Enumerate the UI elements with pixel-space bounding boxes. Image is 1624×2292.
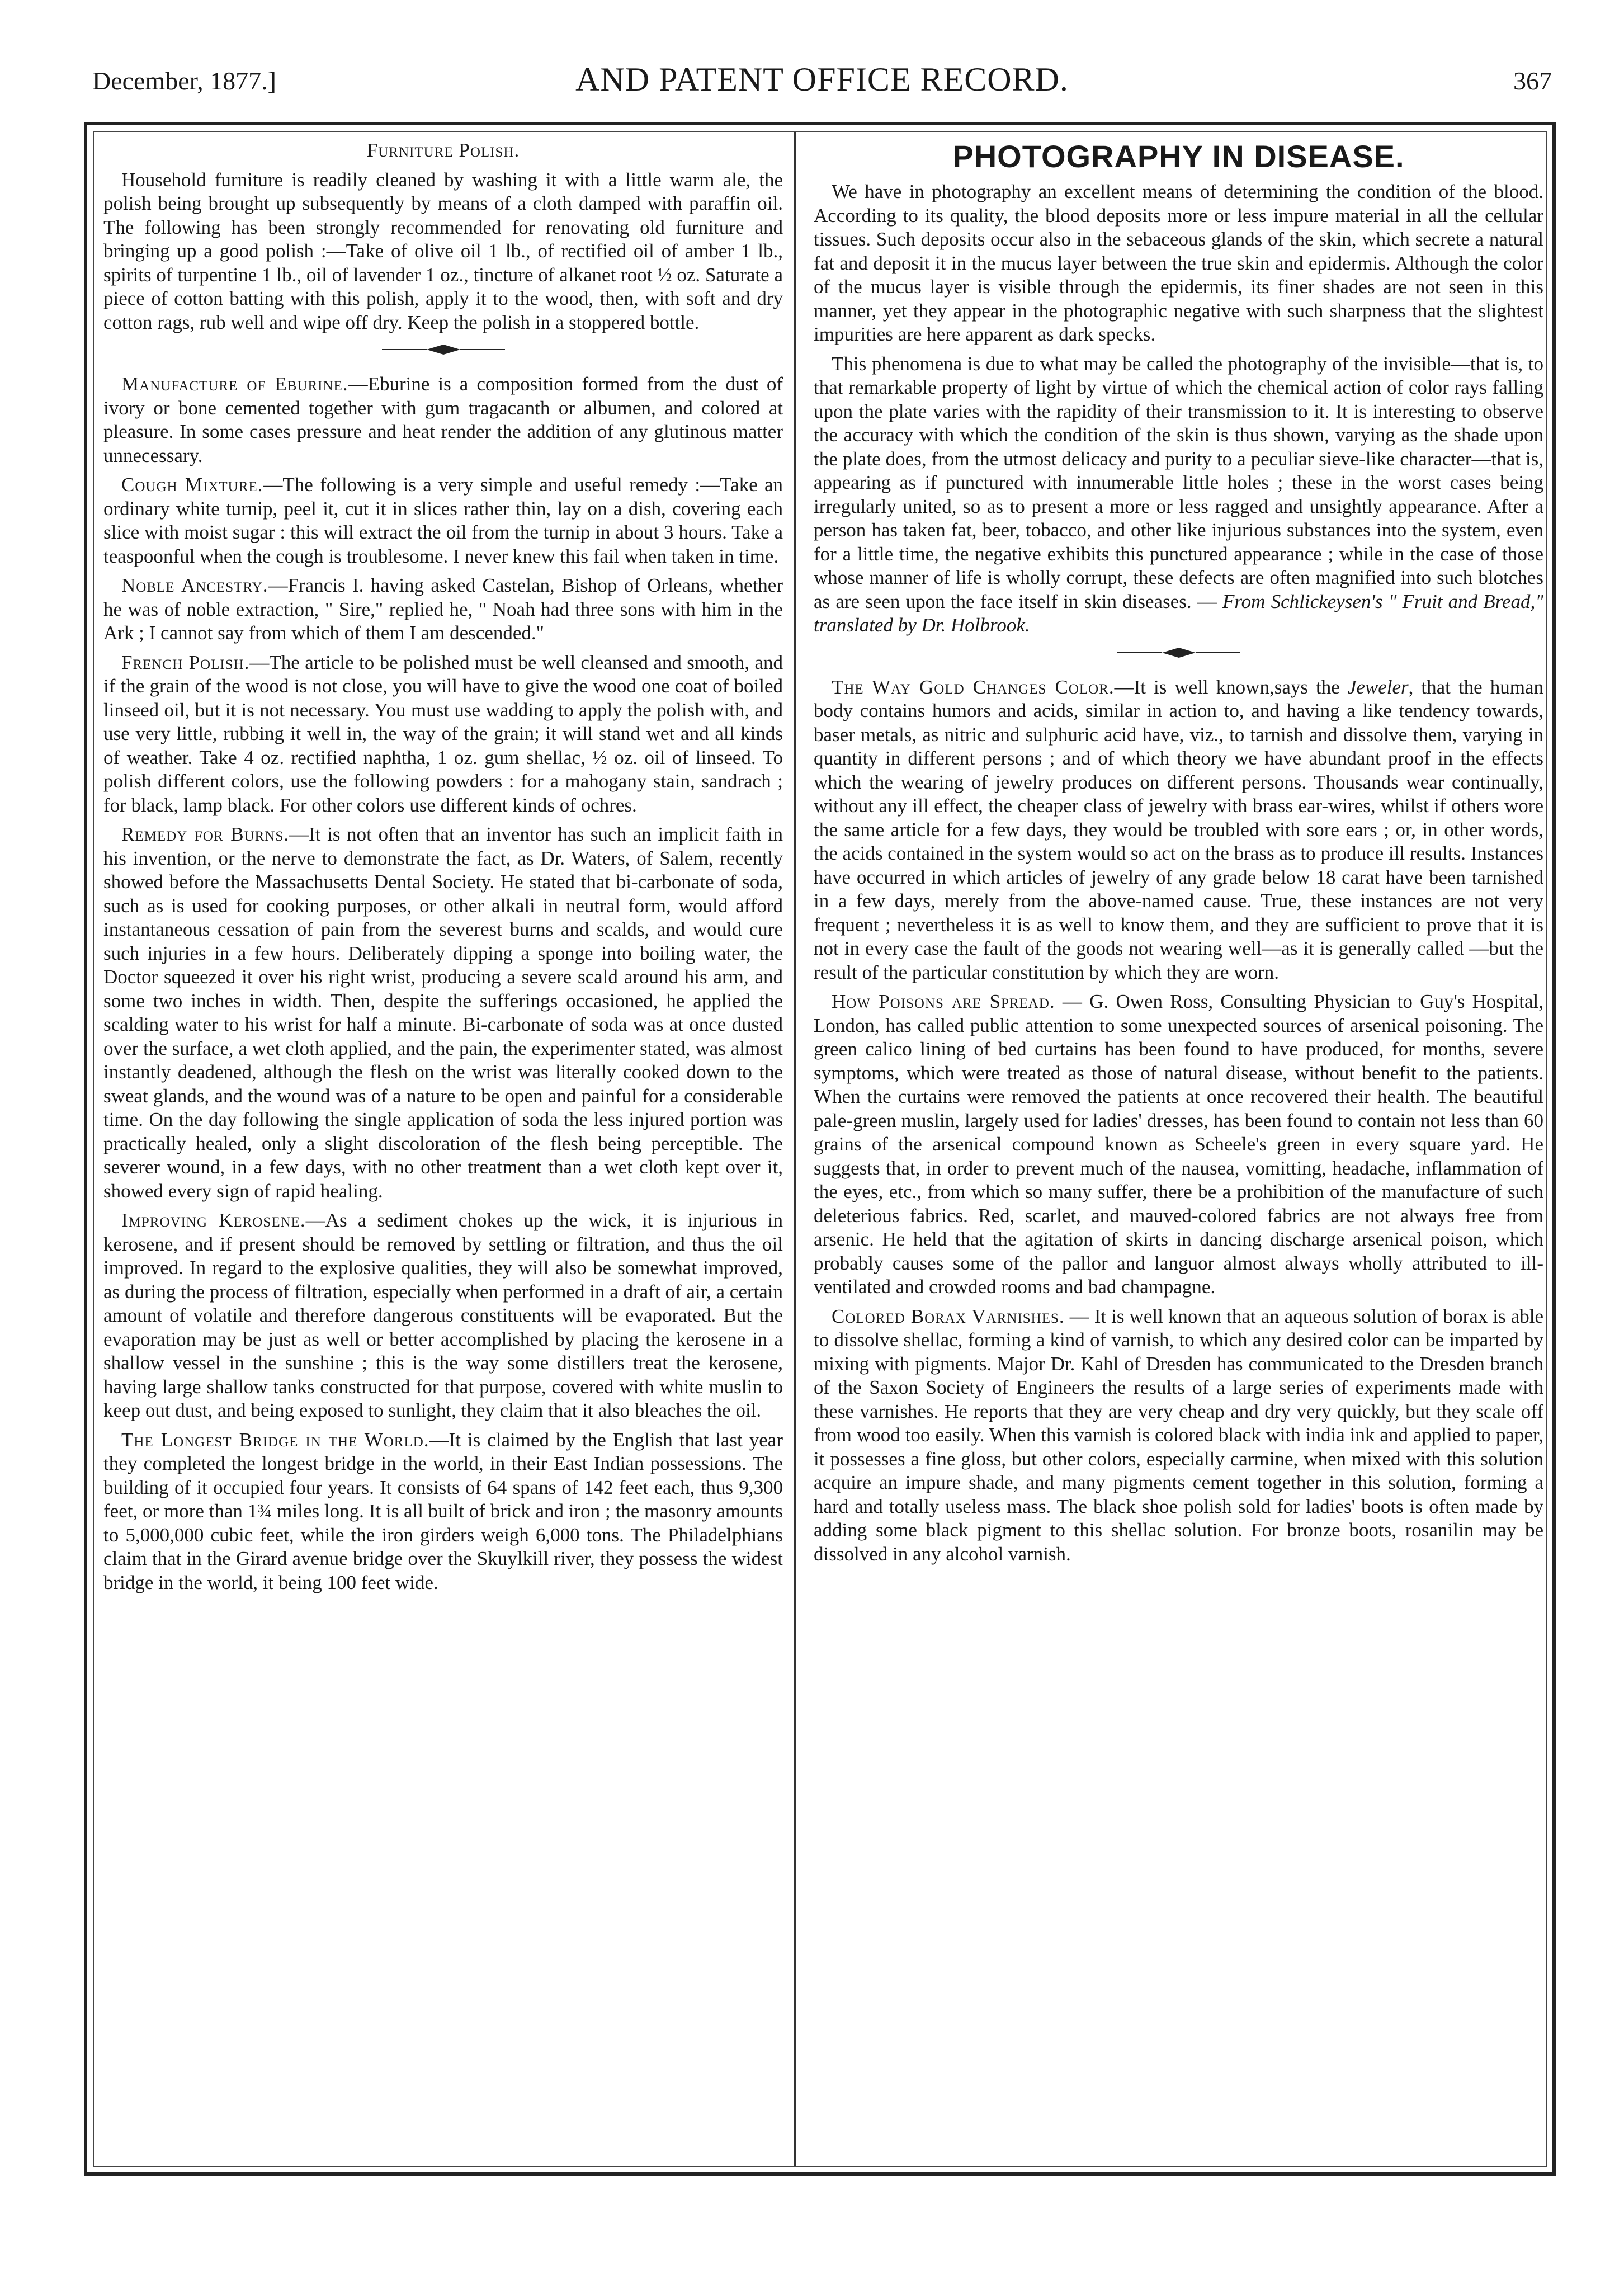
left-column xyxy=(103,139,783,1600)
page-header xyxy=(92,60,1552,105)
improving-kerosene-article: Improving Kerosene.—As a sediment chokes up the wick, it is injurious in kerosene, and if present should be removed by settling or filtration, and thus the oil improved. In regard to the explosive qualities, they will also be somewhat improved, as during the process of filtration, especially when performed in a draft of air, a certain amount of volatile and therefore dangerous constituents will be evaporated. But the evaporation may be just as well or better accomplished by placing the kerosene in a shallow vessel in the sunshine ; this is the way some distillers treat the kerosene, having large shallow tanks constructed for that purpose, covered with white muslin to keep out dust, and being exposed to sunlight, they claim that it also bleaches the oil. xyxy=(103,1209,783,1421)
ornament-divider-icon xyxy=(103,340,783,361)
right-column xyxy=(814,139,1543,1572)
photography-paragraph-2: This phenomena is due to what may be called the photography of the invisible—that is, to that remarkable property of light by virtue of which the chemical action of color rays falling upon the plate varies with the rapidity of their transmission to it. It is interesting to observe the accuracy with which the condition of the skin is thus shown, varying as the shade upon the plate does, from the utmost delicacy and purity to a peculiar sieve-like character—that is, appearing as if punctured with innumerable little holes ; these in the worst cases being irregularly united, so as to present a more or less ragged and unsightly appearance. After a person has taken fat, beer, tobacco, and other like injurious substances into the system, even for a little time, the negative exhibits this punctured appearance ; while in the case of those whose manner of life is wholly corrupt, these defects are often magnified into such blotches as are seen upon the face itself in skin diseases. — From Schlickeysen's " Fruit and Bread," translated by Dr. Holbrook. xyxy=(814,352,1543,636)
cough-mixture-article: Cough Mixture.—The following is a very simple and useful remedy :—Take an ordinary white turnip, peel it, cut it in slices rather thin, lay on a dish, covering each slice with moist sugar : this will extract the oil from the turnip in about 3 hours. Take a teaspoonful when the cough is troublesome. I never knew this fail when taken in time. xyxy=(103,474,783,567)
furniture-polish-heading: Furniture Polish. xyxy=(366,139,520,161)
photography-heading: PHOTOGRAPHY IN DISEASE. xyxy=(952,139,1405,174)
gold-color-article: The Way Gold Changes Color.—It is well known,says the Jeweler, that the human body contains humors and acids, similar in action to, and having a like tendency towards, baser metals, as nitric and sulphuric acid have, viz., to tarnish and dissolve them, varying in quantity in different persons ; and of which theory we have abundant proof in the effects which the wearing of jewelry produces on different persons. Thousands wear continually, without any ill effect, the cheaper class of jewelry with brass ear-wires, whilst if others wore the same article for a few days, they would be troubled with sore ears ; or, in other words, the acids contained in the system would so act on the brass as to produce ill results. Instances have occurred in which articles of jewelry of any grade below 18 carat have been tarnished in a few days, merely from the above-named cause. True, these instances are not very frequent ; nevertheless it is as well to know them, and they are sufficient to prove that it is not in every case the fault of the goods not wearing well—as it is generally called —but the result of the particular constitution by which they are worn. xyxy=(814,676,1543,983)
borax-varnishes-article: Colored Borax Varnishes. — It is well known that an aqueous solution of borax is able to dissolve shellac, forming a kind of varnish, to which any desired color can be imparted by mixing with pigments. Major Dr. Kahl of Dresden has communicated to the Dresden branch of the Saxon Society of Engineers the results of a large series of experiments made with these varnishes. He reports that they are very cheap and dry very quickly, but they scale off from wood too easily. When this varnish is colored black with india ink and applied to paper, it possesses a fine gloss, but other colors, especially carmine, when mixed with this solution acquire an impure shade, and many pigments cement together in this solution, forming a hard and totally useless mass. The black shoe polish sold for ladies' boots is often made by adding some black pigment to this shellac solution. For bronze boots, rosanilin may be dissolved in any alcohol varnish. xyxy=(814,1305,1543,1565)
page-number: 367 xyxy=(1513,67,1552,95)
photography-source: From Schlickeysen's " Fruit and Bread," translated by Dr. Holbrook. xyxy=(814,590,1543,636)
photography-paragraph-1: We have in photography an excellent means of determining the condition of the blood. According to its quality, the blood deposits more or less impure material in all the cellular tissues. Such deposits occur also in the sebaceous glands of the skin, which secrete a natural fat and deposit it in the mucus layer between the true skin and epidermis. Although the color of the mucus layer is visible through the epidermis, its finer shades are not seen in this manner, yet they appear in the photographic negative with such sharpness that the slightest impurities are here apparent as dark specks. xyxy=(814,181,1543,345)
issue-date: December, 1877.] xyxy=(92,67,276,95)
french-polish-article: French Polish.—The article to be polished must be well cleansed and smooth, and if the grain of the wood is not close, you will have to give the wood one coat of boiled linseed oil, but it is not necessary. You must use wadding to apply the polish with, and use very little, rubbing it well in, the way of the grain; it will stand wet and all kinds of weather. Take 4 oz. rectified naphtha, 1 oz. gum shellac, ½ oz. oil of linseed. To polish different colors, use the following powders : for a mahogany stain, sandrach ; for black, lamp black. For other colors use different kinds of ochres. xyxy=(103,651,783,816)
remedy-burns-article: Remedy for Burns.—It is not often that an inventor has such an implicit faith in his invention, or the nerve to demonstrate the fact, as Dr. Waters, of Salem, recently showed before the Massachusetts Dental Society. He stated that bi-carbonate of soda, such as is used for cooking purposes, or other alkali in neutral form, would afford instantaneous cessation of pain from the severest burns and scalds, and would cure such injuries in a few hours. Deliberately dipping a sponge into boiling water, the Doctor squeezed it over his right wrist, producing a severe scald around his arm, and some two inches in width. Then, despite the sufferings occasioned, he applied the scalding water to his wrist for half a minute. Bi-carbonate of soda was at once dusted over the surface, a wet cloth applied, and the pain, the experimenter stated, was almost instantly deadened, although the flesh on the wrist was literally cooked down to the sweat glands, and the wound was of a nature to be open and painful for a considerable time. On the day following the single application of soda the less injured portion was practically healed, only a slight discoloration of the flesh being perceptible. The severer wound, in a few days, with no other treatment than a wet cloth kept over it, showed every sign of rapid healing. xyxy=(103,823,783,1202)
column-divider xyxy=(794,132,796,2166)
longest-bridge-article: The Longest Bridge in the World.—It is claimed by the English that last year they completed the longest bridge in the world, in their East Indian possessions. The building of it occupied four years. It consists of 64 spans of 142 feet each, thus 9,300 feet, or more than 1¾ miles long. It is all built of brick and iron ; the masonry amounts to 5,000,000 cubic feet, while the iron girders weigh 6,000 tons. The Philadelphians claim that in the Girard avenue bridge over the Skuylkill river, they possess the widest bridge in the world, it being 100 feet wide. xyxy=(103,1428,783,1593)
running-title: AND PATENT OFFICE RECORD. xyxy=(575,61,1069,98)
eburine-article: Manufacture of Eburine.—Eburine is a composition formed from the dust of ivory or bone cemented together with gum tragacanth or albumen, and colored at pleasure. In some cases pressure and heat render the addition of any glutinous matter unnecessary. xyxy=(103,373,783,466)
furniture-polish-text: Household furniture is readily cleaned by washing it with a little warm ale, the polish being brought up subsequently by means of a cloth damped with paraffin oil. The following has been strongly recommended for renovating old furniture and bringing up a good polish :—Take of olive oil 1 lb., of rectified oil of amber 1 lb., spirits of turpentine 1 lb., oil of lavender 1 oz., tincture of alkanet root ½ oz. Saturate a piece of cotton batting with this polish, apply it to the wood, then, with soft and dry cotton rags, rub well and wipe off dry. Keep the polish in a stoppered bottle. xyxy=(103,168,783,333)
noble-ancestry-article: Noble Ancestry.—Francis I. having asked Castelan, Bishop of Orleans, whether he was of noble extraction, " Sire," replied he, " Noah had three sons with him in the Ark ; I cannot say from which of them I am descended." xyxy=(103,574,783,644)
ornament-divider-icon xyxy=(814,643,1543,664)
poisons-article: How Poisons are Spread. — G. Owen Ross, Consulting Physician to Guy's Hospital, London, has called public attention to some unexpected sources of arsenical poisoning. The green calico lining of bed curtains has been found to have produced, for months, severe symptoms, which were treated as those of natural disease, without benefit to the patients. When the curtains were removed the patients at once recovered their health. The beautiful pale-green muslin, largely used for ladies' dresses, has been found to contain not less than 60 grains of the arsenical compound known as Scheele's green in every square yard. He suggests that, in order to prevent much of the nausea, vomitting, headache, inflammation of the eyes, etc., from which so many suffer, there be a prohibition of the manufacture of such deleterious fabrics. Red, scarlet, and mauved-colored fabrics are not always free from arsenic. He held that the agitation of skirts in dancing discharge arsenical poison, which probably causes some of the pallor and languor almost always wholly attributed to ill-ventilated and crowded rooms and bad champagne. xyxy=(814,991,1543,1298)
